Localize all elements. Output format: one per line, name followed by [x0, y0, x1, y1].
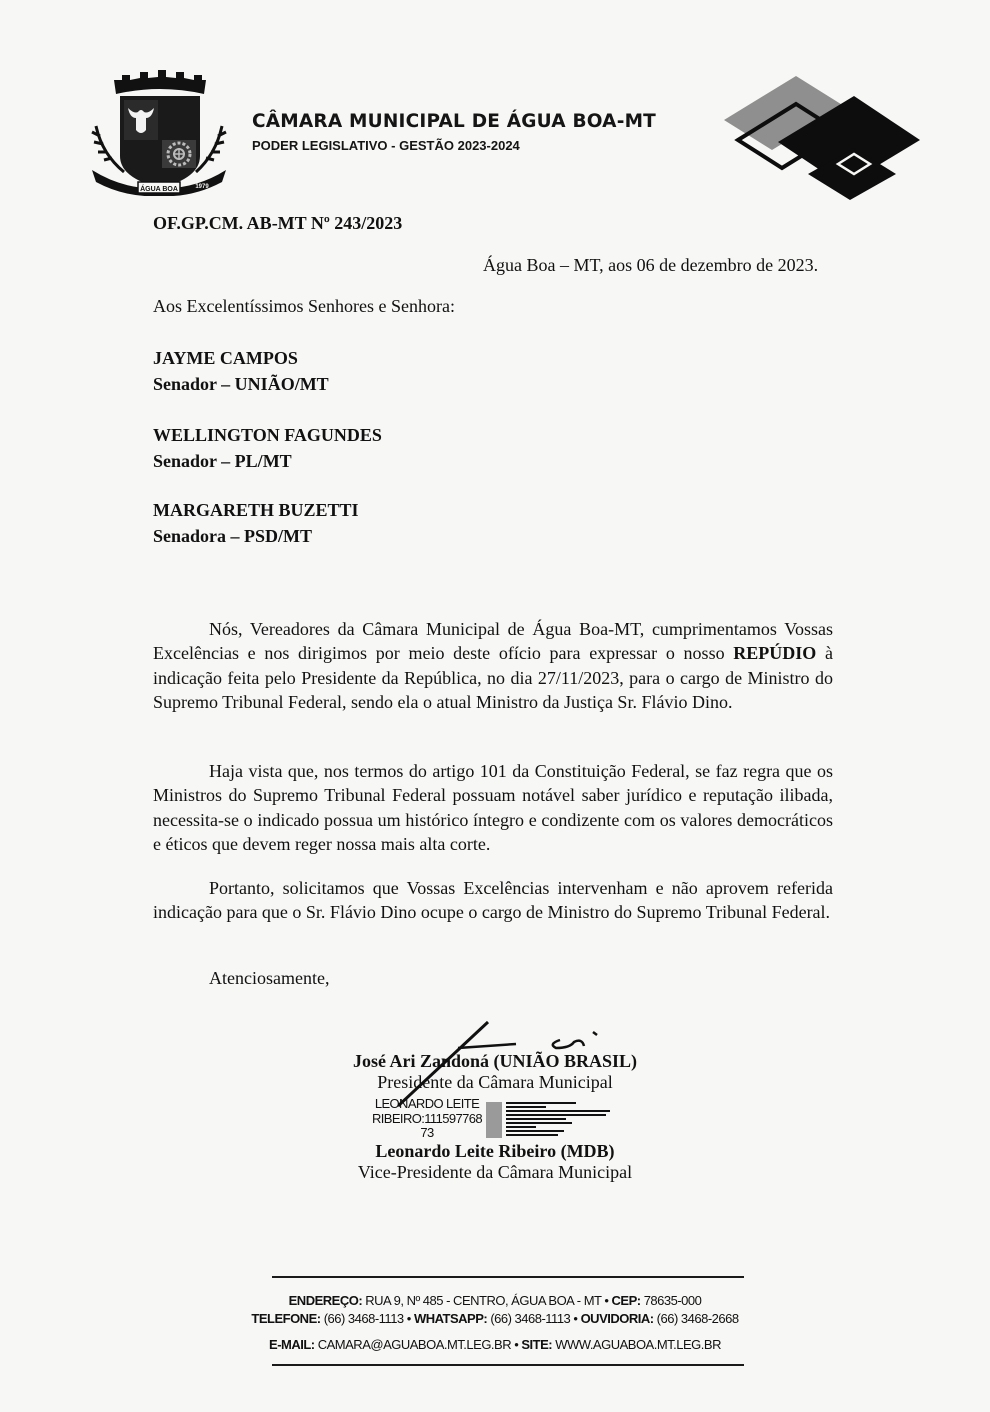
- whatsapp-value: (66) 3468-1113 •: [487, 1311, 581, 1326]
- recipient-block: [153, 345, 329, 397]
- email-label: E-MAIL:: [269, 1337, 315, 1352]
- footer-divider-bottom: [272, 1364, 744, 1366]
- salutation: Aos Excelentíssimos Senhores e Senhora:: [153, 296, 455, 316]
- site-label: SITE:: [521, 1337, 553, 1352]
- phone-value: (66) 3468-1113 •: [320, 1311, 414, 1326]
- crest-ribbon-text: ÁGUA BOA: [140, 186, 178, 193]
- paragraph-text: Haja vista que, nos termos do artigo 101 da Constituição Federal, se faz regra que os Ministros do Supremo Tribunal Federal possuam notável saber jurídico e reputação ilibada, necessita-se o indicado possua um histórico íntegro e condizente com os valores democráticos e éticos que devem reger nossa mais alta corte.: [153, 761, 833, 855]
- recipient-role: Senadora – PSD/MT: [153, 526, 313, 546]
- digital-signer-line: 73: [420, 1125, 434, 1140]
- letterhead-subtitle: PODER LEGISLATIVO - GESTÃO 2023-2024: [252, 138, 520, 153]
- recipient-name: WELLINGTON FAGUNDES: [153, 425, 382, 445]
- recipient-role: Senador – UNIÃO/MT: [153, 374, 329, 394]
- chamber-diamond-logo-icon: [712, 62, 922, 202]
- ouvidoria-label: OUVIDORIA:: [580, 1311, 654, 1326]
- digital-signer-name: [368, 1097, 486, 1141]
- ouvidoria-value: (66) 3468-2668: [653, 1311, 739, 1326]
- site-value[interactable]: WWW.AGUABOA.MT.LEG.BR: [552, 1337, 721, 1352]
- recipient-name: MARGARETH BUZETTI: [153, 500, 359, 520]
- signature-vice-president: [300, 1141, 690, 1183]
- closing-line: Atenciosamente,: [209, 968, 330, 988]
- body-paragraph-2: [153, 759, 833, 857]
- signature-president: [300, 1051, 690, 1093]
- emphasis-repudio: REPÚDIO: [733, 643, 817, 664]
- recipient-name: JAYME CAMPOS: [153, 348, 298, 368]
- recipient-role: Senador – PL/MT: [153, 451, 292, 471]
- footer-contacts: [150, 1311, 840, 1326]
- letterhead-title: CÂMARA MUNICIPAL DE ÁGUA BOA-MT: [252, 111, 656, 132]
- signer-title: Presidente da Câmara Municipal: [377, 1072, 613, 1092]
- signer-name: José Ari Zandoná (UNIÃO BRASIL): [352, 1051, 638, 1071]
- footer-address: [150, 1293, 840, 1308]
- signer-title: Vice-Presidente da Câmara Municipal: [357, 1162, 633, 1182]
- place-and-date: Água Boa – MT, aos 06 de dezembro de 2023.: [483, 255, 819, 275]
- document-reference-number: OF.GP.CM. AB-MT Nº 243/2023: [153, 213, 403, 233]
- digital-signer-line: LEONARDO LEITE: [374, 1096, 480, 1111]
- paragraph-text: Nós, Vereadores da Câmara Municipal de Água Boa-MT, cumprimentamos Vossas Excelências e nos dirigimos por meio deste ofício para expressar o nosso: [153, 619, 833, 664]
- body-paragraph-3: [153, 876, 833, 925]
- digital-signature-details-icon: [486, 1100, 614, 1140]
- signer-name: Leonardo Leite Ribeiro (MDB): [375, 1141, 615, 1161]
- recipient-block: [153, 497, 359, 549]
- cep-label: CEP:: [611, 1293, 641, 1308]
- digital-signer-line: RIBEIRO:111597768: [371, 1110, 482, 1126]
- cep-value: 78635-000: [640, 1293, 702, 1308]
- crest-year-text: 1979: [195, 184, 209, 190]
- footer-web: [150, 1337, 840, 1352]
- address-label: ENDEREÇO:: [288, 1293, 363, 1308]
- paragraph-text: à indicação feita pelo Presidente da República, no dia 27/11/2023, para o cargo de Ministro do Supremo Tribunal Federal, sendo ela o atual Ministro da Justiça Sr. Flávio Dino.: [153, 643, 833, 713]
- whatsapp-label: WHATSAPP:: [413, 1311, 488, 1326]
- phone-label: TELEFONE:: [251, 1311, 321, 1326]
- digital-signature-stamp: [368, 1097, 618, 1145]
- municipal-coat-of-arms-icon: [84, 64, 234, 196]
- footer-divider-top: [272, 1276, 744, 1278]
- paragraph-text: Portanto, solicitamos que Vossas Excelências intervenham e não aprovem referida indicação para que o Sr. Flávio Dino ocupe o cargo de Ministro do Supremo Tribunal Federal.: [153, 878, 833, 923]
- email-value[interactable]: CAMARA@AGUABOA.MT.LEG.BR •: [314, 1337, 522, 1352]
- address-value: RUA 9, Nº 485 - CENTRO, ÁGUA BOA - MT •: [362, 1293, 612, 1308]
- body-paragraph-1: [153, 617, 833, 715]
- recipient-block: [153, 422, 382, 474]
